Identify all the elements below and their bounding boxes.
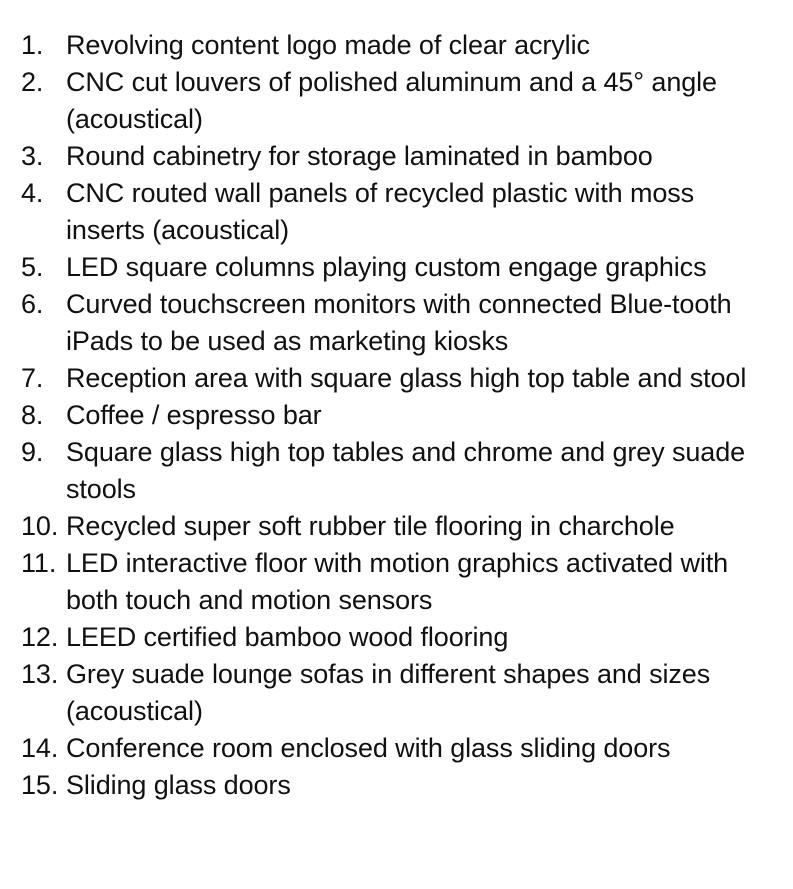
list-item — [0, 730, 793, 767]
list-item-text: Coffee / espresso bar — [66, 400, 322, 430]
list-item-number: 2. — [21, 67, 44, 97]
list-item-text: LED square columns playing custom engage graphics — [66, 252, 707, 282]
list-item-number: 5. — [21, 252, 44, 282]
list-item-text: Curved touchscreen monitors with connected Blue-tooth iPads to be used as marketing kiosks — [66, 289, 732, 356]
list-item-number: 12. — [21, 622, 59, 652]
list-item-number: 3. — [21, 141, 44, 171]
list-item — [0, 397, 793, 434]
list-item — [0, 434, 793, 508]
list-item-text: Grey suade lounge sofas in different shapes and sizes (acoustical) — [66, 659, 711, 726]
list-item — [0, 619, 793, 656]
list-item-number: 1. — [21, 30, 44, 60]
list-item — [0, 767, 793, 804]
list-item-text: LEED certified bamboo wood flooring — [66, 622, 509, 652]
list-item-text: Revolving content logo made of clear acrylic — [66, 30, 590, 60]
list-item-text: LED interactive floor with motion graphics activated with both touch and motion sensors — [66, 548, 729, 615]
list-item-number: 6. — [21, 289, 44, 319]
list-item-text: Round cabinetry for storage laminated in bamboo — [66, 141, 653, 171]
list-item-number: 7. — [21, 363, 44, 393]
list-item — [0, 656, 793, 730]
list-item-text: Square glass high top tables and chrome and grey suade stools — [66, 437, 746, 504]
numbered-list — [0, 27, 793, 804]
list-item-text: Recycled super soft rubber tile flooring in charchole — [66, 511, 675, 541]
list-item-number: 8. — [21, 400, 44, 430]
list-item-number: 14. — [21, 733, 59, 763]
list-item — [0, 138, 793, 175]
list-item — [0, 360, 793, 397]
list-item-text: Conference room enclosed with glass sliding doors — [66, 733, 671, 763]
list-item — [0, 545, 793, 619]
list-item-text: CNC cut louvers of polished aluminum and a 45° angle (acoustical) — [66, 67, 717, 134]
list-item-text: CNC routed wall panels of recycled plastic with moss inserts (acoustical) — [66, 178, 695, 245]
list-item — [0, 286, 793, 360]
list-item — [0, 27, 793, 64]
list-item-number: 4. — [21, 178, 44, 208]
list-item-number: 11. — [21, 548, 57, 578]
list-item-number: 13. — [21, 659, 59, 689]
list-item — [0, 175, 793, 249]
list-item — [0, 249, 793, 286]
list-item-text: Sliding glass doors — [66, 770, 291, 800]
list-item-number: 15. — [21, 770, 59, 800]
list-item-text: Reception area with square glass high top table and stool — [66, 363, 747, 393]
list-item-number: 10. — [21, 511, 59, 541]
list-item-number: 9. — [21, 437, 44, 467]
list-item — [0, 64, 793, 138]
list-item — [0, 508, 793, 545]
